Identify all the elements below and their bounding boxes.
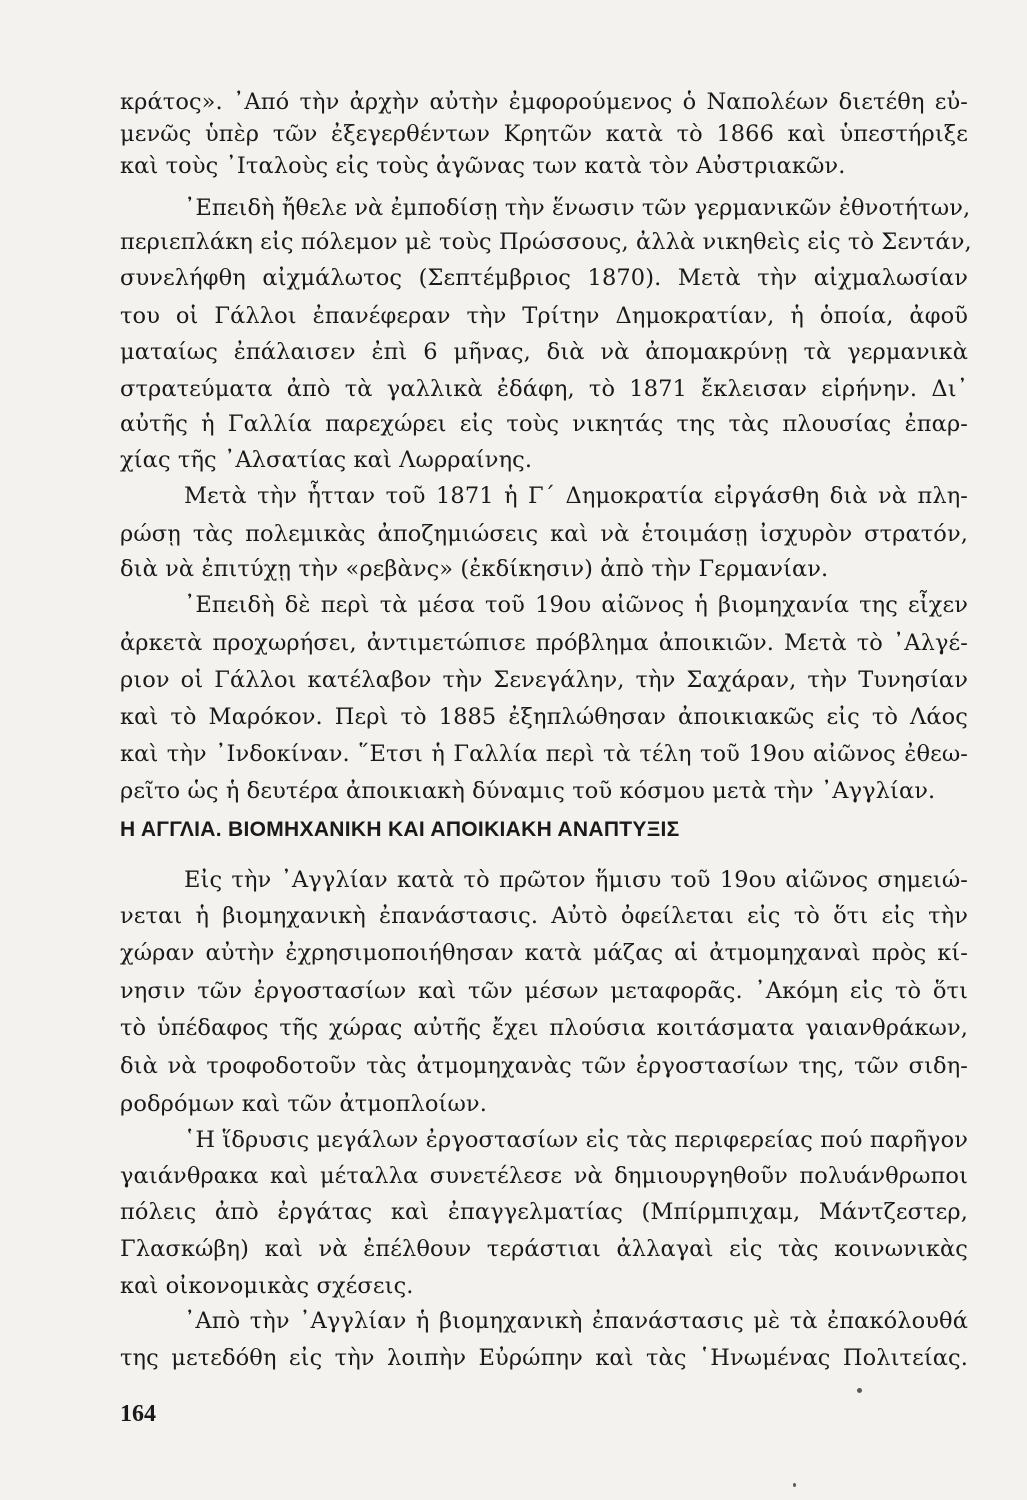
text-line: τὸ ὑπέδαφος τῆς χώρας αὐτῆς ἔχει πλούσια κοιτάσματα γαιανθράκων, — [120, 1015, 968, 1041]
text-line: ριον οἱ Γάλλοι κατέλαβον τὴν Σενεγάλην, τὴν Σαχάραν, τὴν Τυνησίαν — [120, 667, 968, 693]
text-line: ἀρκετὰ προχωρήσει, ἀντιμετώπισε πρόβλημα ἀποικιῶν. Μετὰ τὸ ᾿Αλγέ- — [120, 630, 968, 656]
text-line: νεται ἡ βιομηχανικὴ ἐπανάστασις. Αὐτὸ ὀφείλεται εἰς τὸ ὅτι εἰς τὴν — [120, 903, 968, 929]
text-line: ᾿Απὸ τὴν ᾿Αγγλίαν ἡ βιομηχανικὴ ἐπανάστασις μὲ τὰ ἐπακόλουθά — [184, 1308, 968, 1334]
text-line: ᾿Επειδὴ ἤθελε νὰ ἐμποδίσῃ τὴν ἕνωσιν τῶν γερμανικῶν ἐθνοτήτων, — [184, 195, 971, 221]
text-line: νησιν τῶν ἐργοστασίων καὶ τῶν μέσων μεταφορᾶς. ᾿Ακόμη εἰς τὸ ὅτι — [120, 978, 968, 1004]
text-line: συνελήφθη αἰχμάλωτος (Σεπτέμβριος 1870). Μετὰ τὴν αἰχμαλωσίαν — [120, 265, 968, 291]
text-line: ματαίως ἐπάλαισεν ἐπὶ 6 μῆνας, διὰ νὰ ἀπομακρύνῃ τὰ γερμανικὰ — [120, 339, 968, 365]
page-number: 164 — [120, 1401, 156, 1427]
print-speck — [793, 1483, 796, 1487]
text-line: καὶ οἰκονομικὰς σχέσεις. — [120, 1273, 414, 1299]
text-line: καὶ τὴν ᾿Ινδοκίναν. ῞Ετσι ἡ Γαλλία περὶ τὰ τέλη τοῦ 19ου αἰῶνος ἐθεω- — [120, 741, 968, 767]
text-line: ᾿Επειδὴ δὲ περὶ τὰ μέσα τοῦ 19ου αἰῶνος ἡ βιομηχανία της εἶχεν — [184, 592, 968, 618]
text-line: κράτος». ᾿Από τὴν ἀρχὴν αὐτὴν ἐμφορούμενος ὁ Ναπολέων διετέθη εὐ- — [120, 89, 968, 115]
section-heading: Η ΑΓΓΛΙΑ. ΒΙΟΜΗΧΑΝΙΚΗ ΚΑΙ ΑΠΟΙΚΙΑΚΗ ΑΝΑΠΤΥΞΙΣ — [120, 818, 680, 841]
text-line: ῾Η ἵδρυσις μεγάλων ἐργοστασίων εἰς τὰς περιφερείας πού παρῆγον — [184, 1127, 968, 1153]
text-line: γαιάνθρακα καὶ μέταλλα συνετέλεσε νὰ δημιουργηθοῦν πολυάνθρωποι — [120, 1163, 968, 1189]
text-line: αὐτῆς ἡ Γαλλία παρεχώρει εἰς τοὺς νικητάς της τὰς πλουσίας ἐπαρ- — [120, 411, 968, 437]
text-line: μενῶς ὑπὲρ τῶν ἐξεγερθέντων Κρητῶν κατὰ τὸ 1866 καὶ ὑπεστήριξε — [120, 121, 968, 147]
text-line: Γλασκώβη) καὶ νὰ ἐπέλθουν τεράστιαι ἀλλαγαὶ εἰς τὰς κοινωνικὰς — [120, 1236, 968, 1262]
text-line: ρώσῃ τὰς πολεμικὰς ἀποζημιώσεις καὶ νὰ ἑτοιμάσῃ ἰσχυρὸν στρατόν, — [120, 521, 968, 547]
text-line: διὰ νὰ τροφοδοτοῦν τὰς ἀτμομηχανὰς τῶν ἐργοστασίων της, τῶν σιδη- — [120, 1053, 968, 1079]
text-line: καὶ τὸ Μαρόκον. Περὶ τὸ 1885 ἐξηπλώθησαν ἀποικιακῶς εἰς τὸ Λάος — [120, 704, 968, 730]
text-line: Μετὰ τὴν ἧτταν τοῦ 1871 ἡ Γ΄ Δημοκρατία εἰργάσθη διὰ νὰ πλη- — [184, 483, 968, 509]
text-line: χίας τῆς ᾿Αλσατίας καὶ Λωρραίνης. — [120, 447, 533, 473]
text-line: περιεπλάκη εἰς πόλεμον μὲ τοὺς Πρώσσους, ἀλλὰ νικηθεὶς εἰς τὸ Σεντάν, — [120, 229, 972, 255]
text-line: της μετεδόθη εἰς τὴν λοιπὴν Εὐρώπην καὶ τὰς ῾Ηνωμένας Πολιτείας. — [120, 1345, 968, 1371]
text-line: πόλεις ἀπὸ ἐργάτας καὶ ἐπαγγελματίας (Μπίρμπιχαμ, Μάντζεστερ, — [120, 1199, 968, 1225]
text-line: διὰ νὰ ἐπιτύχῃ τὴν «ρεβὰνς» (ἐκδίκησιν) ἀπὸ τὴν Γερμανίαν. — [120, 556, 829, 582]
text-line: χώραν αὐτὴν ἐχρησιμοποιήθησαν κατὰ μάζας αἱ ἀτμομηχαναὶ πρὸς κί- — [120, 940, 968, 966]
text-line: ροδρόμων καὶ τῶν ἀτμοπλοίων. — [120, 1091, 487, 1117]
text-line: καὶ τοὺς ᾿Ιταλοὺς εἰς τοὺς ἀγῶνας των κατὰ τὸν Αὐστριακῶν. — [120, 153, 846, 179]
print-speck — [857, 1388, 862, 1393]
text-line: του οἱ Γάλλοι ἐπανέφεραν τὴν Τρίτην Δημοκρατίαν, ἡ ὁποία, ἀφοῦ — [120, 303, 968, 329]
text-line: ρεῖτο ὡς ἡ δευτέρα ἀποικιακὴ δύναμις τοῦ κόσμου μετὰ τὴν ᾿Αγγλίαν. — [120, 778, 936, 804]
text-line: στρατεύματα ἀπὸ τὰ γαλλικὰ ἐδάφη, τὸ 1871 ἔκλεισαν εἰρήνην. Δι᾿ — [120, 376, 968, 402]
text-line: Εἰς τὴν ᾿Αγγλίαν κατὰ τὸ πρῶτον ἥμισυ τοῦ 19ου αἰῶνος σημειώ- — [184, 867, 968, 893]
